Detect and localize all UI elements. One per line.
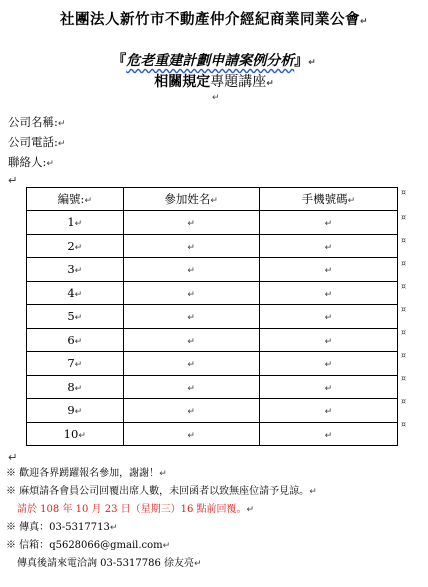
row-end-mark: ¤ (401, 188, 407, 197)
name-cell[interactable]: ↵ (123, 305, 259, 329)
row-end-mark: ¤ (401, 351, 407, 360)
name-cell[interactable]: ↵ (123, 211, 259, 235)
mobile-cell[interactable]: ↵ (259, 328, 397, 352)
row-end-mark: ¤ (401, 305, 407, 314)
contact-person-field[interactable]: 聯絡人:↵ (8, 155, 54, 169)
column-header-mobile: 手機號碼↵ (259, 188, 397, 211)
paragraph-mark-icon: ↵ (359, 17, 369, 27)
table-row (27, 258, 398, 282)
note-contact: 傳真後請來電洽詢 03-5317786 徐友亮↵ (17, 558, 202, 569)
note-deadline: 請於 108 年 10 月 23 日（星期三）16 點前回覆。↵ (17, 504, 255, 515)
note-email: ※ 信箱：q5628066@gmail.com↵ (6, 540, 171, 551)
row-end-mark: ¤ (401, 236, 407, 245)
row-number: 4↵ (27, 281, 124, 305)
name-cell[interactable]: ↵ (123, 258, 259, 282)
mobile-cell[interactable]: ↵ (259, 305, 397, 329)
name-cell[interactable]: ↵ (123, 281, 259, 305)
row-number: 10↵ (27, 422, 124, 446)
lecture-subtitle: 相關規定專題講座↵ (154, 74, 274, 90)
registration-table (26, 187, 398, 446)
company-phone-field[interactable]: 公司電話:↵ (8, 135, 66, 149)
row-number: 3↵ (27, 258, 124, 282)
table-row (27, 328, 398, 352)
mobile-cell[interactable]: ↵ (259, 375, 397, 399)
mobile-cell[interactable]: ↵ (259, 258, 397, 282)
org-title: 社團法人新竹市不動產仲介經紀商業同業公會↵ (59, 11, 369, 28)
row-number: 2↵ (27, 234, 124, 258)
mobile-cell[interactable]: ↵ (259, 281, 397, 305)
row-number: 6↵ (27, 328, 124, 352)
email-link[interactable]: q5628066@gmail.com (49, 540, 163, 551)
row-end-mark: ¤ (401, 374, 407, 383)
row-number: 7↵ (27, 352, 124, 376)
name-cell[interactable]: ↵ (123, 328, 259, 352)
name-cell[interactable]: ↵ (123, 234, 259, 258)
name-cell[interactable]: ↵ (123, 375, 259, 399)
table-header-row (27, 188, 398, 211)
row-number: 9↵ (27, 399, 124, 423)
column-header-name: 參加姓名↵ (123, 188, 259, 211)
name-cell[interactable]: ↵ (123, 422, 259, 446)
note-welcome: ※ 歡迎各界踴躍報名參加，謝謝！↵ (6, 468, 167, 479)
table-row (27, 399, 398, 423)
mobile-cell[interactable]: ↵ (259, 211, 397, 235)
topic-name: 危老重建計劃申請案例分析 (126, 53, 295, 69)
table-row (27, 234, 398, 258)
mobile-cell[interactable]: ↵ (259, 352, 397, 376)
mobile-cell[interactable]: ↵ (259, 399, 397, 423)
row-end-mark: ¤ (401, 213, 407, 222)
company-name-field[interactable]: 公司名稱:↵ (8, 115, 66, 129)
name-cell[interactable]: ↵ (123, 352, 259, 376)
table-row (27, 305, 398, 329)
paragraph-mark-icon: ↵ (8, 450, 18, 464)
name-cell[interactable]: ↵ (123, 399, 259, 423)
notes-section (6, 465, 317, 573)
paragraph-mark-icon: ↵ (266, 79, 274, 89)
row-end-mark: ¤ (401, 282, 407, 291)
paragraph-mark-icon: ↵ (212, 93, 220, 103)
table-row (27, 281, 398, 305)
row-number: 1↵ (27, 211, 124, 235)
note-rsvp: ※ 麻煩請各會員公司回覆出席人數，未回函者以致無座位請予見諒。↵ (6, 486, 317, 497)
note-fax: ※ 傳真：03-5317713↵ (6, 522, 118, 533)
table-row (27, 352, 398, 376)
row-end-mark: ¤ (401, 328, 407, 337)
table-row (27, 375, 398, 399)
column-header-number: 編號:↵ (27, 188, 124, 211)
table-row (27, 211, 398, 235)
row-end-mark: ¤ (401, 397, 407, 406)
paragraph-mark-icon: ↵ (308, 58, 316, 68)
topic-title: 『危老重建計劃申請案例分析』↵ (112, 53, 316, 69)
row-number: 5↵ (27, 305, 124, 329)
row-end-mark: ¤ (401, 420, 407, 429)
table-row (27, 422, 398, 446)
mobile-cell[interactable]: ↵ (259, 234, 397, 258)
mobile-cell[interactable]: ↵ (259, 422, 397, 446)
row-end-mark: ¤ (401, 259, 407, 268)
row-number: 8↵ (27, 375, 124, 399)
paragraph-mark-icon: ↵ (8, 173, 18, 187)
